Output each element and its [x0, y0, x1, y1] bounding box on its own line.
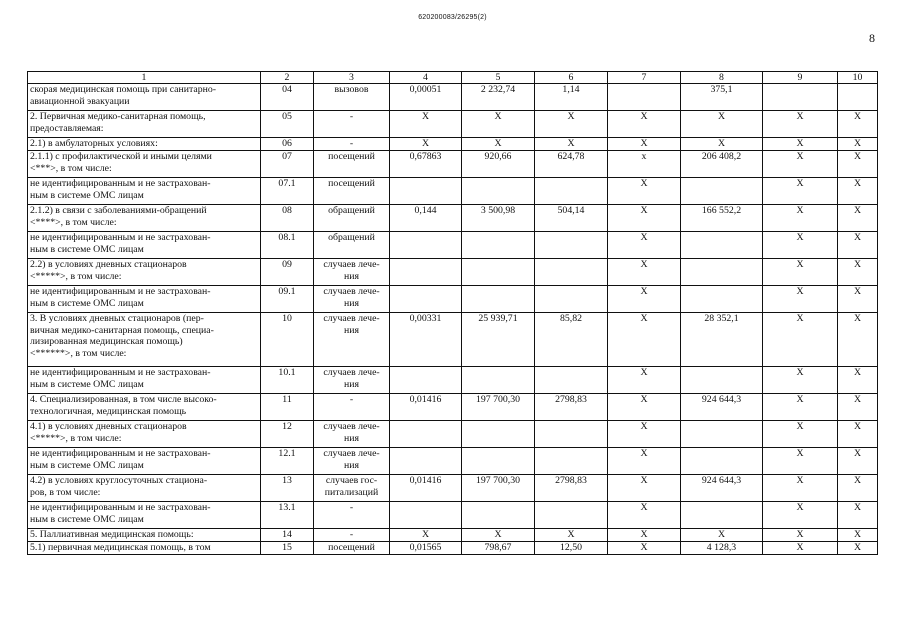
table-cell: X [681, 138, 763, 151]
table-cell: X [838, 502, 878, 529]
table-cell: 3. В условиях дневных стационаров (пер- вичная медико-санитарная помощь, специа- лизированная медицинская помощь) <******>, в том числе: [28, 313, 261, 367]
table-cell [462, 502, 535, 529]
table-cell: случаев лече- ния [314, 313, 390, 367]
table-cell: X [390, 529, 462, 542]
table-cell [681, 367, 763, 394]
table-cell: X [763, 111, 838, 138]
table-cell [535, 286, 608, 313]
table-cell [390, 232, 462, 259]
table-cell: X [681, 529, 763, 542]
table-cell: - [314, 394, 390, 421]
table-cell [681, 502, 763, 529]
table-cell: X [608, 205, 681, 232]
table-cell: случаев лече- ния [314, 259, 390, 286]
table-cell: X [838, 421, 878, 448]
table-cell: 5.1) первичная медицинская помощь, в том [28, 542, 261, 555]
table-cell: случаев лече- ния [314, 367, 390, 394]
table-cell: 10 [261, 313, 314, 367]
table-cell [681, 178, 763, 205]
table-cell: X [838, 475, 878, 502]
table-cell: 166 552,2 [681, 205, 763, 232]
table-cell: X [608, 542, 681, 555]
table-cell: 09 [261, 259, 314, 286]
table-cell: 08.1 [261, 232, 314, 259]
table-cell: 85,82 [535, 313, 608, 367]
table-cell: не идентифицированным и не застрахован- ным в системе ОМС лицам [28, 286, 261, 313]
table-cell: не идентифицированным и не застрахован- ным в системе ОМС лицам [28, 178, 261, 205]
table-cell: 924 644,3 [681, 394, 763, 421]
table-cell: X [608, 178, 681, 205]
table-cell: 09.1 [261, 286, 314, 313]
table-cell: 0,144 [390, 205, 462, 232]
table-cell: 15 [261, 542, 314, 555]
table-cell: X [763, 475, 838, 502]
table-cell [535, 232, 608, 259]
table-cell [462, 367, 535, 394]
table-cell: X [838, 448, 878, 475]
table-cell: 0,01416 [390, 394, 462, 421]
table-cell: X [763, 151, 838, 178]
table-row [28, 259, 878, 286]
table-row [28, 394, 878, 421]
table-cell: посещений [314, 178, 390, 205]
table-cell: 25 939,71 [462, 313, 535, 367]
table-cell: 4 128,3 [681, 542, 763, 555]
table-cell: X [462, 111, 535, 138]
table-cell: 4.1) в условиях дневных стационаров <*****>, в том числе: [28, 421, 261, 448]
table-cell [462, 448, 535, 475]
table-cell [608, 84, 681, 111]
document-id: 620200083/26295(2) [418, 14, 487, 21]
column-header: 1 [28, 72, 261, 84]
table-cell [462, 421, 535, 448]
table-cell: 798,67 [462, 542, 535, 555]
table-cell: 4. Специализированная, в том числе высоко- технологичная, медицинская помощь [28, 394, 261, 421]
column-header: 2 [261, 72, 314, 84]
table-cell: X [838, 111, 878, 138]
table-cell: X [838, 205, 878, 232]
table-cell [462, 232, 535, 259]
column-header: 5 [462, 72, 535, 84]
table-cell: 2798,83 [535, 394, 608, 421]
table-cell: случаев лече- ния [314, 448, 390, 475]
table-cell: X [608, 313, 681, 367]
table-row [28, 313, 878, 367]
table-cell: 5. Паллиативная медицинская помощь: [28, 529, 261, 542]
table-header-row [28, 72, 878, 84]
table-cell [390, 502, 462, 529]
table-cell: 0,01565 [390, 542, 462, 555]
table-cell: 10.1 [261, 367, 314, 394]
table-cell: X [763, 286, 838, 313]
table-cell: случаев лече- ния [314, 286, 390, 313]
table-row [28, 502, 878, 529]
table-cell: 0,67863 [390, 151, 462, 178]
table-cell: X [390, 138, 462, 151]
table-cell: 2.1.1) с профилактической и иными целями <***>, в том числе: [28, 151, 261, 178]
table-cell: 2.1) в амбулаторных условиях: [28, 138, 261, 151]
table-cell: - [314, 138, 390, 151]
table-cell: X [763, 205, 838, 232]
table-cell: 2.2) в условиях дневных стационаров <*****>, в том числе: [28, 259, 261, 286]
table-cell: X [763, 394, 838, 421]
table-cell: X [838, 367, 878, 394]
table-cell: 3 500,98 [462, 205, 535, 232]
table-cell: обращений [314, 205, 390, 232]
table-cell: X [763, 313, 838, 367]
table-cell: X [838, 313, 878, 367]
table-cell: - [314, 529, 390, 542]
column-header: 6 [535, 72, 608, 84]
table-row [28, 178, 878, 205]
table-cell: x [608, 151, 681, 178]
table-cell: 04 [261, 84, 314, 111]
table-cell [535, 502, 608, 529]
table-cell [390, 286, 462, 313]
table-cell: 0,00051 [390, 84, 462, 111]
table-cell: X [608, 448, 681, 475]
table-cell: 07 [261, 151, 314, 178]
column-header: 4 [390, 72, 462, 84]
table-cell: X [608, 138, 681, 151]
table-cell: 13 [261, 475, 314, 502]
table-row [28, 448, 878, 475]
table-cell: 14 [261, 529, 314, 542]
table-cell: X [838, 232, 878, 259]
table-cell [681, 448, 763, 475]
table-cell: 11 [261, 394, 314, 421]
table-cell: - [314, 502, 390, 529]
table-cell: 920,66 [462, 151, 535, 178]
table-row [28, 232, 878, 259]
table-cell: 28 352,1 [681, 313, 763, 367]
column-header: 7 [608, 72, 681, 84]
table-cell [763, 84, 838, 111]
table-cell: X [608, 529, 681, 542]
table-row [28, 84, 878, 111]
table-cell: не идентифицированным и не застрахован- ным в системе ОМС лицам [28, 367, 261, 394]
table-cell: X [535, 111, 608, 138]
table-cell [390, 367, 462, 394]
table-cell: X [838, 151, 878, 178]
table-cell: не идентифицированным и не застрахован- ным в системе ОМС лицам [28, 502, 261, 529]
column-header: 3 [314, 72, 390, 84]
table-cell: 924 644,3 [681, 475, 763, 502]
table-cell: 2. Первичная медико-санитарная помощь, предоставляемая: [28, 111, 261, 138]
table-cell: X [763, 529, 838, 542]
table-cell: X [608, 394, 681, 421]
column-header: 8 [681, 72, 763, 84]
table-cell: 2 232,74 [462, 84, 535, 111]
table-cell: X [608, 367, 681, 394]
table-cell: 197 700,30 [462, 475, 535, 502]
table-cell: случаев лече- ния [314, 421, 390, 448]
table-cell [462, 286, 535, 313]
table-cell [390, 178, 462, 205]
table-cell: X [608, 475, 681, 502]
table-cell [681, 286, 763, 313]
table-cell [681, 259, 763, 286]
table-cell: X [763, 232, 838, 259]
table-cell: X [838, 529, 878, 542]
table-row [28, 286, 878, 313]
table-cell: X [763, 138, 838, 151]
table-row [28, 367, 878, 394]
table-cell [390, 259, 462, 286]
table-cell: X [681, 111, 763, 138]
table-cell: X [838, 394, 878, 421]
table-row [28, 475, 878, 502]
table-cell: X [462, 138, 535, 151]
table-cell [535, 259, 608, 286]
table-cell: X [838, 178, 878, 205]
table-cell: 08 [261, 205, 314, 232]
table-cell: X [763, 448, 838, 475]
table-cell: X [608, 502, 681, 529]
table-cell: не идентифицированным и не застрахован- ным в системе ОМС лицам [28, 232, 261, 259]
table-cell: 624,78 [535, 151, 608, 178]
table-cell: 197 700,30 [462, 394, 535, 421]
table-cell: - [314, 111, 390, 138]
table-cell: X [763, 542, 838, 555]
table-row [28, 151, 878, 178]
table-cell: 4.2) в условиях круглосуточных стациона- ров, в том числе: [28, 475, 261, 502]
table-cell: X [608, 232, 681, 259]
table-cell: X [462, 529, 535, 542]
table-cell [535, 178, 608, 205]
table-cell: посещений [314, 542, 390, 555]
table-cell: X [838, 286, 878, 313]
table-cell: 2.1.2) в связи с заболеваниями-обращений <****>, в том числе: [28, 205, 261, 232]
table-cell: случаев гос- питализаций [314, 475, 390, 502]
table-cell: 375,1 [681, 84, 763, 111]
table-cell: X [535, 138, 608, 151]
table-cell: не идентифицированным и не застрахован- ным в системе ОМС лицам [28, 448, 261, 475]
table-cell: 206 408,2 [681, 151, 763, 178]
table-cell [838, 84, 878, 111]
table-cell: 06 [261, 138, 314, 151]
table-cell [535, 367, 608, 394]
table-cell: X [763, 502, 838, 529]
table-row [28, 529, 878, 542]
table-cell: 05 [261, 111, 314, 138]
column-header: 9 [763, 72, 838, 84]
table-cell: X [838, 138, 878, 151]
table-cell: X [838, 542, 878, 555]
table-cell: 0,00331 [390, 313, 462, 367]
table-cell: 1,14 [535, 84, 608, 111]
table-cell [390, 448, 462, 475]
table-cell: X [763, 367, 838, 394]
table-cell: 12,50 [535, 542, 608, 555]
table-cell: посещений [314, 151, 390, 178]
table-cell [462, 178, 535, 205]
table-cell: X [608, 259, 681, 286]
table-row [28, 111, 878, 138]
table-cell [535, 448, 608, 475]
table-cell: X [390, 111, 462, 138]
table-cell: X [608, 111, 681, 138]
table-row [28, 205, 878, 232]
table-cell: вызовов [314, 84, 390, 111]
page-number: 8 [869, 31, 875, 45]
table-cell: скорая медицинская помощь при санитарно- авиационной эвакуации [28, 84, 261, 111]
data-table [27, 71, 878, 555]
table-cell: X [838, 259, 878, 286]
table-cell [535, 421, 608, 448]
table-cell: X [608, 421, 681, 448]
table-cell: обращений [314, 232, 390, 259]
column-header: 10 [838, 72, 878, 84]
table-cell: 2798,83 [535, 475, 608, 502]
table-row [28, 542, 878, 555]
table-cell [681, 232, 763, 259]
table-cell: 13.1 [261, 502, 314, 529]
table-cell: X [763, 421, 838, 448]
table-cell: 504,14 [535, 205, 608, 232]
table-cell: X [608, 286, 681, 313]
table-cell [462, 259, 535, 286]
table-cell: 07.1 [261, 178, 314, 205]
table-cell [681, 421, 763, 448]
table-cell [390, 421, 462, 448]
table-cell: X [763, 178, 838, 205]
table-row [28, 138, 878, 151]
table-cell: 12 [261, 421, 314, 448]
table-cell: 0,01416 [390, 475, 462, 502]
table-cell: 12.1 [261, 448, 314, 475]
table-cell: X [763, 259, 838, 286]
table-cell: X [535, 529, 608, 542]
table-row [28, 421, 878, 448]
